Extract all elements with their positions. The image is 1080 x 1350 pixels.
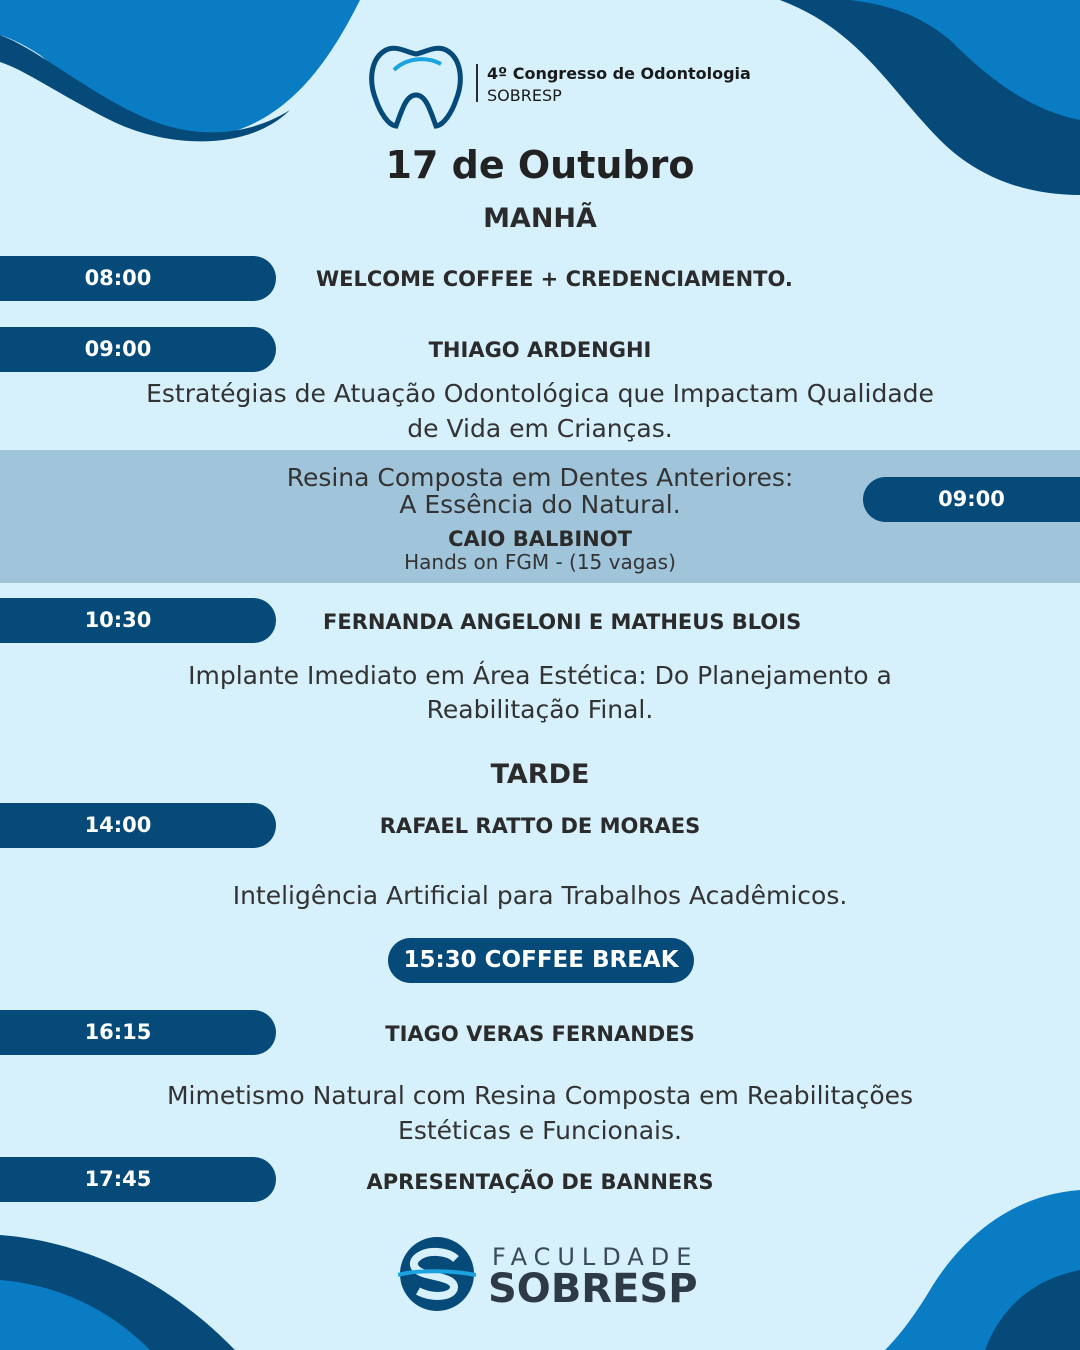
hands-on-speaker: CAIO BALBINOT (448, 527, 632, 551)
event-date: 17 de Outubro (385, 143, 695, 187)
time-pill: 14:00 (0, 803, 276, 848)
footer-line2: SOBRESP (488, 1266, 698, 1312)
tooth-icon (366, 40, 466, 130)
hands-on-time-pill: 09:00 (863, 477, 1080, 522)
time-pill: 10:30 (0, 598, 276, 643)
speaker-name: THIAGO ARDENGHI (428, 338, 652, 362)
speaker-name: RAFAEL RATTO DE MORAES (379, 814, 701, 838)
time-pill: 08:00 (0, 256, 276, 301)
talk-title-line1: Inteligência Artificial para Trabalhos Acadêmicos. (232, 881, 848, 910)
hands-on-title-line2: A Essência do Natural. (399, 490, 681, 519)
speaker-name: TIAGO VERAS FERNANDES (385, 1022, 695, 1046)
coffee-break-pill: 15:30 COFFEE BREAK (388, 938, 694, 983)
event-org: SOBRESP (487, 86, 562, 105)
talk-title-line2: Estéticas e Funcionais. (398, 1116, 682, 1145)
header-divider (476, 64, 478, 102)
talk-title-line2: Reabilitação Final. (426, 695, 654, 724)
sobresp-s-icon (398, 1235, 476, 1313)
event-title: 4º Congresso de Odontologia (487, 64, 751, 83)
hands-on-note: Hands on FGM - (15 vagas) (404, 550, 676, 574)
schedule-title: APRESENTAÇÃO DE BANNERS (366, 1170, 714, 1194)
talk-title-line2: de Vida em Crianças. (407, 414, 673, 443)
hands-on-title-line1: Resina Composta em Dentes Anteriores: (286, 463, 794, 492)
section-afternoon: TARDE (490, 759, 590, 790)
talk-title-line1: Estratégias de Atuação Odontológica que Impactam Qualidade (146, 379, 934, 408)
time-pill: 17:45 (0, 1157, 276, 1202)
time-pill: 09:00 (0, 327, 276, 372)
talk-title-line1: Implante Imediato em Área Estética: Do Planejamento a (188, 661, 892, 690)
section-morning: MANHÃ (483, 203, 597, 234)
talk-title-line1: Mimetismo Natural com Resina Composta em Reabilitações (166, 1081, 914, 1110)
footer-line1: FACULDADE (492, 1243, 699, 1271)
schedule-title: WELCOME COFFEE + CREDENCIAMENTO. (316, 267, 793, 291)
time-pill: 16:15 (0, 1010, 276, 1055)
speaker-name: FERNANDA ANGELONI E MATHEUS BLOIS (323, 610, 802, 634)
